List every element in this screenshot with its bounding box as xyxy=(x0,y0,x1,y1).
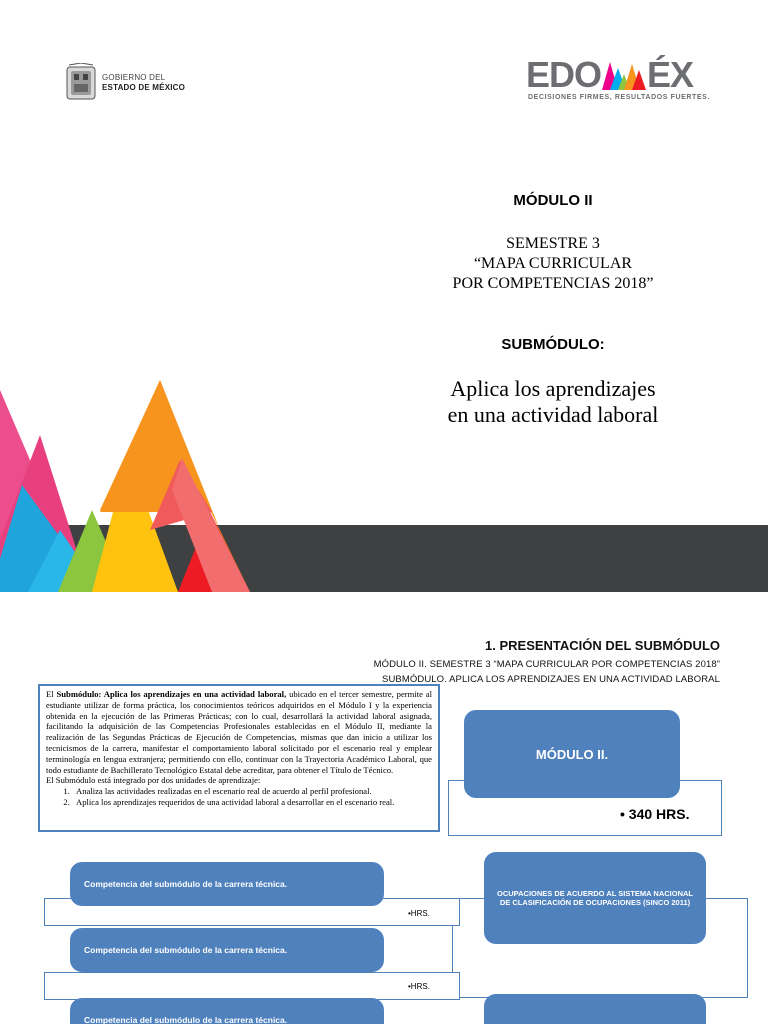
edomex-tagline: DECISIONES FIRMES, RESULTADOS FUERTES. xyxy=(528,94,710,101)
section-subheading: MÓDULO II. SEMESTRE 3 “MAPA CURRICULAR POR COMPETENCIAS 2018” xyxy=(373,659,720,670)
semester-line: “MAPA CURRICULAR xyxy=(473,255,633,272)
intro-body: ubicado en el tercer semestre, permite al estudiante utilizar de forma práctica, los conocimientos teóricos adquiridos en el Módulo I y la experiencia obtenida en la ejecución de las Primeras Prácticas; con lo cual, desarrollará la actividad laboral asignada, facilitando la adquisición de las Competencias Profesionales establecidas en el Módulo II, mediante la realización de las Segundas Prácticas de Ejecución de Competencias, mismas que dan inicio a utilizar los tecnicismos de la carrera, manifestar el comportamiento laboral solicitado por el escenario real y emplear terminología en lengua extranjera; permitiendo con ello, continuar con la Trayectoria Académico Laboral, que todo estudiante de Bachillerato Tecnológico Estatal debe acreditar, para obtener el Título de Técnico. xyxy=(46,689,432,775)
government-logo-text xyxy=(102,73,185,93)
module-box: MÓDULO II. xyxy=(464,710,680,798)
government-logo xyxy=(64,62,204,104)
submodule-introduction xyxy=(38,684,440,832)
module-title: MÓDULO II xyxy=(513,192,593,209)
occupations-box-secondary xyxy=(484,994,706,1024)
edomex-wordmark xyxy=(526,56,722,94)
semester-line: SEMESTRE 3 xyxy=(506,235,600,252)
presentation-page xyxy=(0,602,768,1024)
semester-block xyxy=(400,234,706,294)
semester-line: POR COMPETENCIAS 2018” xyxy=(452,275,654,292)
edomex-word-left: EDO xyxy=(526,54,602,95)
intro-paragraph xyxy=(46,689,432,775)
competency-frame xyxy=(44,972,460,1000)
unit-item: 2. Aplica los aprendizajes requeridos de una actividad laboral a desarrollar en el escenario real. xyxy=(72,797,432,808)
units-intro: El Submódulo está integrado por dos unidades de aprendizaje: xyxy=(46,775,261,786)
submodule-name-line: Aplica los aprendizajes xyxy=(450,376,656,401)
intro-lead: El xyxy=(46,689,57,699)
coat-of-arms-icon xyxy=(64,63,98,103)
submodule-name-line: en una actividad laboral xyxy=(447,402,659,427)
module-hours: • 340 HRS. xyxy=(620,806,690,822)
colorful-m-icon xyxy=(602,60,646,90)
gov-line-1: GOBIERNO DEL xyxy=(102,73,166,82)
edomex-logo xyxy=(526,56,722,104)
competency-box: Competencia del submódulo de la carrera técnica. xyxy=(70,862,384,906)
competency-box: Competencia del submódulo de la carrera técnica. xyxy=(70,998,384,1024)
submodule-label: SUBMÓDULO: xyxy=(501,336,605,353)
section-subheading: SUBMÓDULO. APLICA LOS APRENDIZAJES EN UNA ACTIVIDAD LABORAL xyxy=(382,674,720,685)
edomex-word-right: ÉX xyxy=(647,54,694,95)
competency-box: Competencia del submódulo de la carrera técnica. xyxy=(70,928,384,972)
units-list xyxy=(72,786,432,808)
occupations-box: OCUPACIONES DE ACUERDO AL SISTEMA NACIONAL DE CLASIFICACIÓN DE OCUPACIONES (SINCO 2011) xyxy=(484,852,706,944)
gov-line-2: ESTADO DE MÉXICO xyxy=(102,83,186,92)
unit-item: 1. Analiza las actividades realizadas en el escenario real de acuerdo al perfil profesional. xyxy=(72,786,432,797)
page-separator xyxy=(0,592,768,602)
intro-lead-bold: Submódulo: Aplica los aprendizajes en una actividad laboral, xyxy=(56,689,287,699)
section-heading: 1. PRESENTACIÓN DEL SUBMÓDULO xyxy=(485,638,720,653)
competency-hours: •HRS. xyxy=(408,982,430,991)
decorative-triangles-banner xyxy=(0,380,768,592)
competency-hours: •HRS. xyxy=(408,909,430,918)
